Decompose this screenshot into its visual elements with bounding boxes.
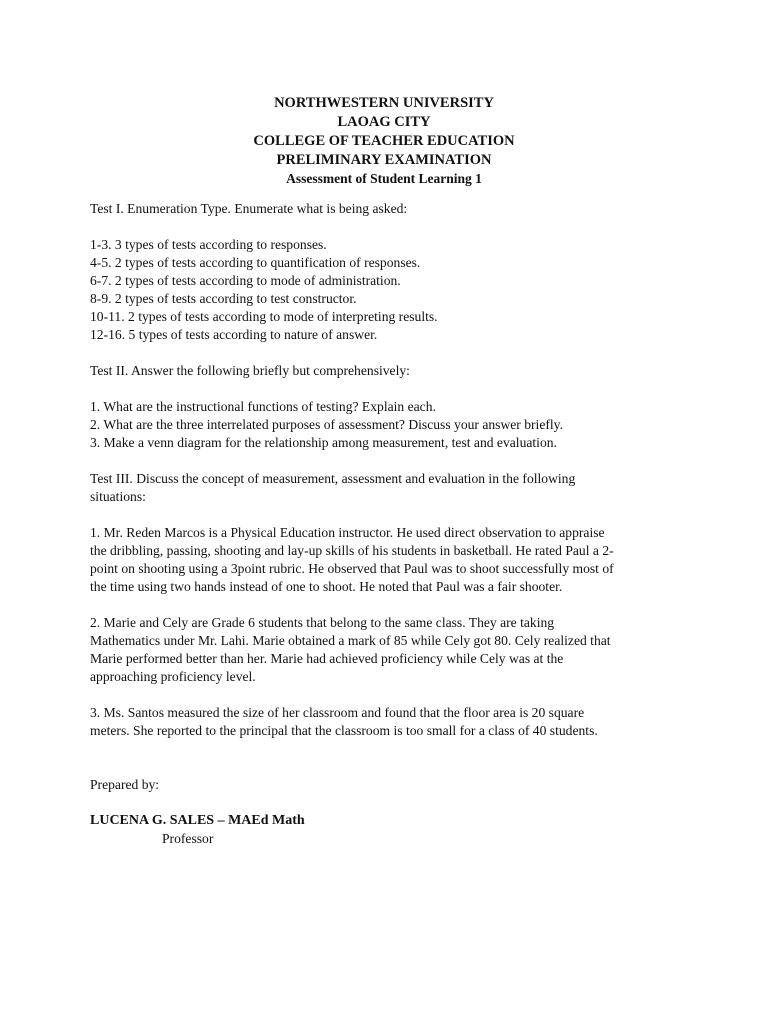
situation2-line: Marie performed better than her. Marie had achieved proficiency while Cely was at the — [90, 651, 564, 666]
situation2-line: 2. Marie and Cely are Grade 6 students that belong to the same class. They are taking — [90, 615, 555, 630]
situation1-line: the dribbling, passing, shooting and lay-up skills of his students in basketball. He rated Paul a 2- — [90, 543, 614, 558]
test3-heading: Test III. Discuss the concept of measurement, assessment and evaluation in the following — [90, 471, 576, 486]
situation1-line: 1. Mr. Reden Marcos is a Physical Education instructor. He used direct observation to appraise — [90, 525, 605, 540]
preparer-name: LUCENA G. SALES – MAEd Math — [90, 813, 305, 828]
university-name: NORTHWESTERN UNIVERSITY — [274, 95, 494, 111]
test2-heading: Test II. Answer the following briefly but comprehensively: — [90, 363, 410, 378]
test1-item: 1-3. 3 types of tests according to responses. — [90, 237, 327, 252]
test1-item: 6-7. 2 types of tests according to mode of administration. — [90, 273, 401, 288]
exam-header — [0, 94, 768, 188]
subject-name: Assessment of Student Learning 1 — [286, 171, 482, 186]
test1-item: 8-9. 2 types of tests according to test constructor. — [90, 291, 357, 306]
test3-heading-cont: situations: — [90, 489, 146, 504]
exam-name: PRELIMINARY EXAMINATION — [276, 152, 492, 168]
test1-item: 4-5. 2 types of tests according to quantification of responses. — [90, 255, 421, 270]
situation2-line: Mathematics under Mr. Lahi. Marie obtained a mark of 85 while Cely got 80. Cely realized that — [90, 633, 611, 648]
situation1-line: point on shooting using a 3point rubric. He observed that Paul was to shoot successfully most of — [90, 561, 614, 576]
test1-item: 12-16. 5 types of tests according to nature of answer. — [90, 327, 378, 342]
college-name: COLLEGE OF TEACHER EDUCATION — [253, 133, 515, 149]
test2-item: 1. What are the instructional functions of testing? Explain each. — [90, 399, 436, 414]
exam-body — [90, 200, 682, 848]
situation3-line: meters. She reported to the principal that the classroom is too small for a class of 40 students. — [90, 723, 598, 738]
test1-heading: Test I. Enumeration Type. Enumerate what is being asked: — [90, 201, 408, 216]
prepared-by-label: Prepared by: — [90, 777, 160, 792]
situation1-line: the time using two hands instead of one to shoot. He noted that Paul was a fair shooter. — [90, 579, 563, 594]
test2-item: 2. What are the three interrelated purposes of assessment? Discuss your answer briefly. — [90, 417, 563, 432]
preparer-title: Professor — [162, 831, 214, 846]
situation2-line: approaching proficiency level. — [90, 669, 256, 684]
city-name: LAOAG CITY — [337, 114, 431, 130]
test2-item: 3. Make a venn diagram for the relationship among measurement, test and evaluation. — [90, 435, 557, 450]
situation3-line: 3. Ms. Santos measured the size of her classroom and found that the floor area is 20 square — [90, 705, 585, 720]
test1-item: 10-11. 2 types of tests according to mode of interpreting results. — [90, 309, 438, 324]
